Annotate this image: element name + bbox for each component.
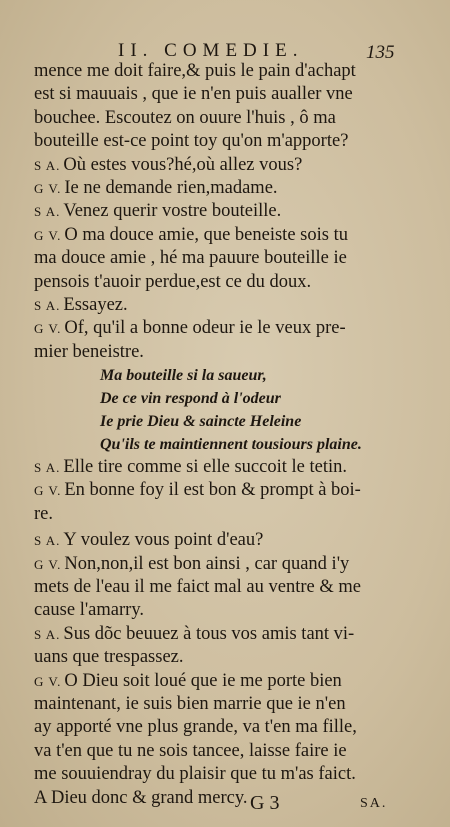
line-text: Venez querir vostre bouteille. bbox=[63, 201, 282, 222]
text-line bbox=[34, 623, 414, 646]
speaker-tag: S A. bbox=[34, 460, 61, 476]
text-line bbox=[34, 224, 414, 247]
verse-line: De ce vin respond à l'odeur bbox=[100, 390, 281, 408]
text-line bbox=[34, 479, 414, 502]
text-line bbox=[34, 130, 414, 153]
line-text: bouteille est-ce point toy qu'on m'apporte? bbox=[34, 131, 349, 152]
line-text: O ma douce amie, que beneiste sois tu bbox=[64, 224, 348, 245]
speaker-tag: G V. bbox=[34, 180, 62, 196]
text-line bbox=[34, 529, 414, 552]
line-text: O Dieu soit loué que ie me porte bien bbox=[64, 670, 342, 691]
line-text: mier beneistre. bbox=[34, 341, 144, 362]
text-line bbox=[34, 247, 414, 270]
line-text: pensois t'auoir perdue,est ce du doux. bbox=[34, 271, 312, 292]
page-footer bbox=[0, 792, 450, 818]
line-text: uans que trespassez. bbox=[34, 647, 184, 668]
speaker-tag: S A. bbox=[34, 204, 61, 220]
speaker-tag: S A. bbox=[34, 297, 61, 313]
line-text: est si mauuais , que ie n'en puis aualler vne bbox=[34, 84, 353, 105]
speaker-tag: S A. bbox=[34, 157, 61, 173]
line-text: A Dieu donc & grand mercy. bbox=[34, 787, 248, 808]
text-line bbox=[34, 271, 414, 294]
page-number: 135 bbox=[366, 42, 395, 63]
verse-block bbox=[34, 364, 414, 456]
text-line bbox=[34, 599, 414, 622]
dialogue-text bbox=[34, 60, 414, 810]
speaker-tag: G V. bbox=[34, 227, 62, 243]
line-text: Non,non,il est bon ainsi , car quand i'y bbox=[64, 553, 350, 574]
text-line bbox=[34, 553, 414, 576]
text-line bbox=[34, 341, 414, 364]
speaker-tag: S A. bbox=[34, 626, 61, 642]
verse-line: Ie prie Dieu & saincte Heleine bbox=[100, 413, 302, 431]
text-line bbox=[34, 716, 414, 739]
dialogue-lines-continued bbox=[34, 456, 414, 810]
line-text: En bonne foy il est bon & prompt à boi- bbox=[64, 480, 361, 501]
line-text: Of, qu'il a bonne odeur ie le veux pre- bbox=[64, 318, 346, 339]
text-line bbox=[34, 177, 414, 200]
text-line bbox=[34, 456, 414, 479]
speaker-tag: S A. bbox=[34, 533, 61, 549]
line-text: Ie ne demande rien,madame. bbox=[64, 177, 278, 198]
speaker-tag: G V. bbox=[34, 321, 62, 337]
line-text: Où estes vous?hé,où allez vous? bbox=[63, 154, 303, 175]
line-text: Sus dõc beuuez à tous vos amis tant vi- bbox=[63, 623, 355, 644]
text-line bbox=[34, 154, 414, 177]
line-text: re. bbox=[34, 503, 53, 524]
line-text: bouchee. Escoutez on ouure l'huis , ô ma bbox=[34, 107, 336, 128]
dialogue-lines bbox=[34, 60, 414, 364]
verse-line: Ma bouteille si la saueur, bbox=[100, 367, 267, 385]
text-line bbox=[34, 83, 414, 106]
line-text: mence me doit faire,& puis le pain d'achapt bbox=[34, 61, 356, 81]
line-text: me souuiendray du plaisir que tu m'as faict. bbox=[34, 764, 356, 785]
text-line bbox=[34, 200, 414, 223]
line-text: ma douce amie , hé ma pauure bouteille ie bbox=[34, 248, 347, 269]
line-text: Y voulez vous point d'eau? bbox=[63, 530, 264, 551]
text-line bbox=[34, 60, 414, 83]
text-line bbox=[34, 763, 414, 786]
text-line bbox=[34, 693, 414, 716]
text-line bbox=[34, 107, 414, 130]
line-text: Essayez. bbox=[63, 294, 128, 315]
text-line bbox=[34, 670, 414, 693]
line-text: maintenant, ie suis bien marrie que ie n'en bbox=[34, 693, 346, 714]
text-line bbox=[34, 646, 414, 669]
line-text: Elle tire comme si elle succoit le tetin. bbox=[63, 457, 347, 478]
text-line bbox=[34, 576, 414, 599]
text-line bbox=[34, 503, 414, 526]
line-text: va t'en que tu ne sois tancee, laisse faire ie bbox=[34, 740, 347, 761]
line-text: mets de l'eau il me faict mal au ventre & me bbox=[34, 577, 361, 598]
speaker-tag: G V. bbox=[34, 483, 62, 499]
running-title: II. COMEDIE. bbox=[118, 40, 304, 61]
signature-mark: G 3 bbox=[250, 792, 280, 814]
text-line bbox=[34, 740, 414, 763]
speaker-tag: G V. bbox=[34, 556, 62, 572]
speaker-tag: G V. bbox=[34, 673, 62, 689]
text-line bbox=[34, 317, 414, 340]
text-line bbox=[34, 294, 414, 317]
line-text: ay apporté vne plus grande, va t'en ma fille, bbox=[34, 717, 357, 738]
catchword: SA. bbox=[360, 796, 388, 811]
verse-line: Qu'ils te maintiennent tousiours plaine. bbox=[100, 436, 362, 454]
line-text: cause l'amarry. bbox=[34, 600, 144, 621]
